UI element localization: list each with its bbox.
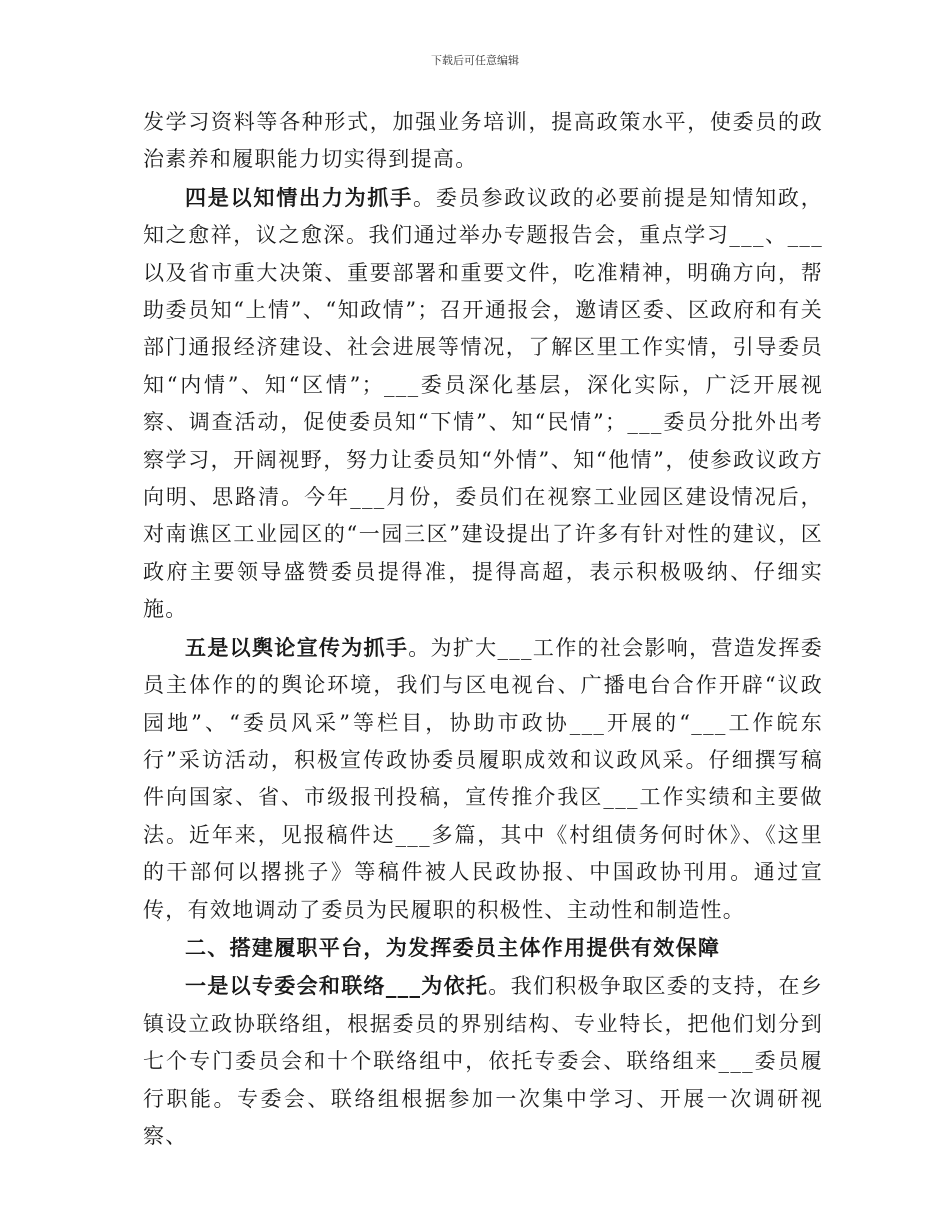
paragraph-text: 。为扩大___工作的社会影响，营造发挥委员主体作的的舆论环境，我们与区电视台、广播电台合作开辟“议政园地”、“委员风采”等栏目，协助市政协___开展的“___工作皖东行”采访活动，积极宣传政协委员履职成效和议政风采。仔细撰写稿件向国家、省、市级报刊投稿，宣传推介我区___工作实绩和主要做法。近年来，见报稿件达___多篇，其中《村组债务何时休》、《这里的干部何以撂挑子》等稿件被人民政协报、中国政协刊用。通过宣传，有效地调动了委员为民履职的积极性、主动性和制造性。 bbox=[143, 635, 824, 922]
section-heading-text: 二、搭建履职平台，为发挥委员主体作用提供有效保障 bbox=[185, 934, 721, 960]
document-body bbox=[143, 104, 823, 1155]
paragraph-lead: 五是以舆论宣传为抓手 bbox=[185, 634, 409, 660]
paragraph-lead: 一是以专委会和联络___为依托 bbox=[185, 973, 489, 999]
paragraph-5 bbox=[143, 967, 823, 1155]
page-header-note: 下载后可任意编辑 bbox=[431, 54, 519, 67]
paragraph-text: 。委员参政议政的必要前提是知情知政，知之愈祥，议之愈深。我们通过举办专题报告会，重点学习___、___以及省市重大决策、重要部署和重要文件，吃准精神，明确方向，帮助委员知“上情”、“知政情”；召开通报会，邀请区委、区政府和有关部门通报经济建设、社会进展等情况，了解区里工作实情，引导委员知“内情”、知“区情”；___委员深化基层，深化实际，广泛开展视察、调查活动，促使委员知“下情”、知“民情”；___委员分批外出考察学习，开阔视野，努力让委员知“外情”、知“他情”，使参政议政方向明、思路清。今年___月份，委员们在视察工业园区建设情况后，对南谯区工业园区的“一园三区”建设提出了许多有针对性的建议，区政府主要领导盛赞委员提得准，提得高超，表示积极吸纳、仔细实施。 bbox=[143, 185, 824, 622]
paragraph-text: 。我们积极争取区委的支持，在乡镇设立政协联络组，根据委员的界别结构、专业特长，把他们划分到七个专门委员会和十个联络组中，依托专委会、联络组来___委员履行职能。专委会、联络组根据参加一次集中学习、开展一次调研视察、 bbox=[143, 974, 824, 1148]
paragraph-2 bbox=[143, 179, 823, 629]
paragraph-lead: 四是以知情出力为抓手 bbox=[185, 184, 414, 210]
section-heading bbox=[143, 929, 823, 967]
paragraph-1 bbox=[143, 104, 823, 179]
paragraph-3 bbox=[143, 629, 823, 929]
paragraph-text: 发学习资料等各种形式，加强业务培训，提高政策水平，使委员的政治素养和履职能力切实得到提高。 bbox=[143, 110, 823, 172]
